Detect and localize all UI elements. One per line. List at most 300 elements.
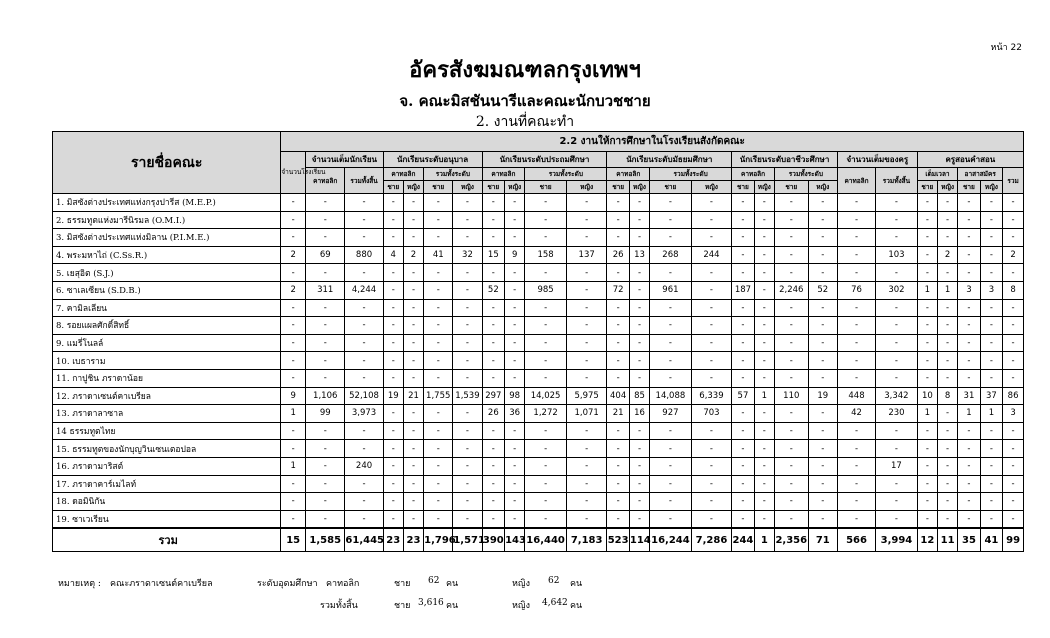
- table-cell: -: [917, 246, 937, 264]
- table-cell: -: [876, 334, 918, 352]
- table-cell: -: [917, 493, 937, 511]
- table-cell: -: [958, 440, 980, 458]
- table-cell: -: [876, 369, 918, 387]
- table-cell: 86: [1003, 387, 1024, 405]
- table-cell: -: [566, 510, 606, 528]
- table-cell: -: [937, 229, 957, 247]
- table-cell: -: [629, 211, 649, 229]
- table-cell: 103: [876, 246, 918, 264]
- table-cell: -: [808, 422, 837, 440]
- table-cell: -: [837, 299, 875, 317]
- table-cell: -: [650, 229, 692, 247]
- table-cell: -: [629, 475, 649, 493]
- fs-catholic-header: คาทอลิก: [306, 168, 345, 194]
- table-cell: -: [306, 475, 345, 493]
- table-cell: -: [937, 194, 957, 212]
- table-cell: 99: [306, 405, 345, 423]
- table-cell: -: [424, 457, 453, 475]
- table-cell: -: [808, 510, 837, 528]
- table-cell: -: [607, 422, 629, 440]
- table-cell: -: [424, 405, 453, 423]
- table-cell: -: [917, 299, 937, 317]
- table-cell: -: [691, 510, 731, 528]
- table-cell: -: [808, 194, 837, 212]
- table-cell: -: [505, 211, 525, 229]
- table-cell: -: [607, 229, 629, 247]
- table-cell: -: [774, 264, 808, 282]
- table-cell: 36: [505, 405, 525, 423]
- table-cell: -: [306, 264, 345, 282]
- table-cell: -: [937, 317, 957, 335]
- table-cell: -: [958, 493, 980, 511]
- note-unit2: คน: [570, 579, 583, 589]
- table-cell: 2: [1003, 246, 1024, 264]
- table-cell: -: [958, 246, 980, 264]
- table-cell: -: [732, 440, 754, 458]
- table-cell: -: [566, 194, 606, 212]
- table-cell: -: [306, 369, 345, 387]
- total-cell: 523: [607, 528, 629, 552]
- table-cell: -: [453, 493, 482, 511]
- full-students-header: จำนวนเต็มนักเรียน: [306, 152, 384, 168]
- table-cell: -: [607, 317, 629, 335]
- table-cell: 37: [980, 387, 1002, 405]
- table-cell: -: [650, 475, 692, 493]
- sex-female-header: หญิง: [629, 181, 649, 194]
- table-cell: -: [525, 194, 567, 212]
- table-cell: -: [876, 510, 918, 528]
- table-cell: -: [453, 264, 482, 282]
- table-cell: -: [345, 440, 383, 458]
- table-cell: -: [980, 317, 1002, 335]
- sex-male-header: ชาย: [774, 181, 808, 194]
- table-cell: -: [754, 440, 774, 458]
- table-cell: -: [629, 317, 649, 335]
- table-row: [53, 211, 1024, 229]
- table-cell: -: [424, 299, 453, 317]
- table-cell: -: [691, 299, 731, 317]
- table-cell: -: [808, 229, 837, 247]
- total-cell: 7,286: [691, 528, 731, 552]
- section-title: 2. งานที่คณะทำ: [475, 114, 575, 130]
- table-cell: -: [958, 352, 980, 370]
- table-cell: -: [403, 422, 423, 440]
- table-cell: -: [980, 493, 1002, 511]
- table-cell: 1,755: [424, 387, 453, 405]
- table-cell: 3: [1003, 405, 1024, 423]
- kindergarten-header: นักเรียนระดับอนุบาล: [383, 152, 482, 168]
- table-cell: -: [424, 317, 453, 335]
- table-cell: -: [937, 475, 957, 493]
- table-cell: -: [837, 264, 875, 282]
- table-cell: -: [629, 194, 649, 212]
- table-cell: -: [482, 510, 504, 528]
- c-volunteer-header: อาสาสมัคร: [958, 168, 1003, 181]
- table-cell: -: [383, 440, 403, 458]
- table-cell: -: [345, 194, 383, 212]
- table-cell: -: [383, 229, 403, 247]
- table-row: [53, 229, 1024, 247]
- table-cell: -: [525, 334, 567, 352]
- name-column-header: รายชื่อคณะ: [53, 132, 281, 194]
- table-cell: -: [980, 475, 1002, 493]
- table-cell: -: [383, 352, 403, 370]
- note-male1-num: 62: [428, 576, 440, 586]
- group-header: 2.2 งานให้การศึกษาในโรงเรียนสังกัดคณะ: [281, 132, 1024, 152]
- note-male1: ชาย: [394, 579, 411, 589]
- table-cell: -: [917, 510, 937, 528]
- table-cell: -: [505, 457, 525, 475]
- table-cell: 42: [837, 405, 875, 423]
- table-cell: -: [917, 369, 937, 387]
- table-cell: -: [937, 211, 957, 229]
- table-cell: -: [876, 194, 918, 212]
- table-cell: 10: [917, 387, 937, 405]
- note-unit3: คน: [446, 601, 459, 611]
- total-cell: 114: [629, 528, 649, 552]
- table-cell: -: [808, 405, 837, 423]
- table-cell: -: [403, 510, 423, 528]
- s-total-header: รวมทั้งระดับ: [650, 168, 732, 181]
- sex-male-header: ชาย: [525, 181, 567, 194]
- table-cell: -: [453, 475, 482, 493]
- table-cell: -: [837, 422, 875, 440]
- table-cell: -: [732, 264, 754, 282]
- table-cell: -: [525, 264, 567, 282]
- table-cell: -: [837, 475, 875, 493]
- table-cell: -: [281, 440, 306, 458]
- table-cell: 3,973: [345, 405, 383, 423]
- table-cell: -: [453, 229, 482, 247]
- table-cell: -: [917, 352, 937, 370]
- table-cell: -: [1003, 334, 1024, 352]
- total-cell: 35: [958, 528, 980, 552]
- table-cell: -: [424, 229, 453, 247]
- table-cell: -: [403, 229, 423, 247]
- total-label: รวม: [53, 528, 281, 552]
- table-cell: -: [774, 194, 808, 212]
- table-cell: -: [917, 422, 937, 440]
- table-cell: -: [383, 281, 403, 299]
- table-cell: -: [505, 493, 525, 511]
- table-cell: -: [650, 440, 692, 458]
- table-cell: 985: [525, 281, 567, 299]
- table-cell: 5,975: [566, 387, 606, 405]
- sex-female-header: หญิง: [403, 181, 423, 194]
- table-cell: 8: [1003, 281, 1024, 299]
- table-cell: -: [281, 211, 306, 229]
- table-cell: -: [650, 352, 692, 370]
- secondary-header: นักเรียนระดับมัธยมศึกษา: [607, 152, 732, 168]
- table-cell: 21: [403, 387, 423, 405]
- table-cell: -: [754, 352, 774, 370]
- table-cell: -: [345, 369, 383, 387]
- table-cell: -: [525, 369, 567, 387]
- table-cell: -: [691, 194, 731, 212]
- table-row: [53, 246, 1024, 264]
- row-name: 9. แมรี่โนลล์: [53, 334, 281, 352]
- table-cell: -: [650, 299, 692, 317]
- table-cell: -: [937, 510, 957, 528]
- t-catholic-header: คาทอลิก: [837, 168, 875, 194]
- sex-female-header: หญิง: [808, 181, 837, 194]
- table-cell: -: [629, 299, 649, 317]
- table-row: [53, 369, 1024, 387]
- table-cell: -: [566, 457, 606, 475]
- table-cell: -: [732, 299, 754, 317]
- table-cell: 268: [650, 246, 692, 264]
- table-cell: 244: [691, 246, 731, 264]
- table-cell: -: [566, 317, 606, 335]
- table-cell: -: [754, 510, 774, 528]
- table-cell: -: [345, 211, 383, 229]
- sex-female-header: หญิง: [505, 181, 525, 194]
- table-row: [53, 352, 1024, 370]
- table-cell: -: [774, 422, 808, 440]
- table-cell: -: [453, 369, 482, 387]
- table-cell: 85: [629, 387, 649, 405]
- table-cell: -: [566, 493, 606, 511]
- total-cell: 16,244: [650, 528, 692, 552]
- table-cell: -: [306, 493, 345, 511]
- table-cell: 1,539: [453, 387, 482, 405]
- table-cell: -: [505, 229, 525, 247]
- table-cell: -: [345, 334, 383, 352]
- total-cell: 1,571: [453, 528, 482, 552]
- table-cell: -: [808, 475, 837, 493]
- sex-male-header: ชาย: [732, 181, 754, 194]
- table-cell: -: [566, 211, 606, 229]
- table-cell: 52: [808, 281, 837, 299]
- table-cell: -: [980, 369, 1002, 387]
- page-title: อัครสังฆมณฑลกรุงเทพฯ: [409, 57, 641, 83]
- table-cell: -: [306, 211, 345, 229]
- table-cell: -: [482, 493, 504, 511]
- table-cell: -: [403, 211, 423, 229]
- table-cell: -: [732, 510, 754, 528]
- table-cell: -: [482, 264, 504, 282]
- table-cell: -: [732, 457, 754, 475]
- table-cell: -: [505, 334, 525, 352]
- table-cell: 69: [306, 246, 345, 264]
- row-name: 5. เยสุอิต (S.J.): [53, 264, 281, 282]
- table-cell: -: [345, 422, 383, 440]
- table-cell: -: [754, 457, 774, 475]
- table-cell: -: [774, 211, 808, 229]
- row-name: 6. ซาเลเซียน (S.D.B.): [53, 281, 281, 299]
- table-cell: -: [1003, 194, 1024, 212]
- table-cell: 1,071: [566, 405, 606, 423]
- table-row: [53, 510, 1024, 528]
- table-cell: -: [629, 493, 649, 511]
- table-cell: -: [1003, 440, 1024, 458]
- table-cell: -: [424, 334, 453, 352]
- table-cell: -: [453, 299, 482, 317]
- sex-male-header: ชาย: [383, 181, 403, 194]
- table-cell: -: [453, 281, 482, 299]
- table-cell: -: [566, 369, 606, 387]
- table-cell: -: [482, 440, 504, 458]
- table-cell: -: [732, 334, 754, 352]
- table-cell: -: [917, 475, 937, 493]
- table-cell: -: [980, 352, 1002, 370]
- table-cell: -: [482, 422, 504, 440]
- table-cell: -: [876, 229, 918, 247]
- table-cell: -: [650, 369, 692, 387]
- total-cell: 390: [482, 528, 504, 552]
- table-cell: 9: [281, 387, 306, 405]
- table-cell: -: [525, 422, 567, 440]
- table-cell: -: [1003, 211, 1024, 229]
- sex-male-header: ชาย: [424, 181, 453, 194]
- table-cell: -: [281, 194, 306, 212]
- table-cell: -: [607, 334, 629, 352]
- table-cell: -: [917, 440, 937, 458]
- v-catholic-header: คาทอลิก: [732, 168, 775, 181]
- table-cell: -: [607, 352, 629, 370]
- table-cell: 1: [917, 405, 937, 423]
- table-cell: -: [281, 317, 306, 335]
- total-cell: 1,585: [306, 528, 345, 552]
- table-cell: -: [958, 422, 980, 440]
- table-cell: -: [424, 510, 453, 528]
- table-cell: -: [453, 440, 482, 458]
- table-cell: -: [525, 440, 567, 458]
- table-cell: -: [306, 299, 345, 317]
- row-name: 19. ซาเวเรียน: [53, 510, 281, 528]
- table-cell: -: [980, 457, 1002, 475]
- table-cell: 703: [691, 405, 731, 423]
- table-cell: -: [650, 264, 692, 282]
- table-cell: -: [482, 334, 504, 352]
- table-cell: 1: [281, 457, 306, 475]
- table-cell: -: [732, 352, 754, 370]
- sex-male-header: ชาย: [650, 181, 692, 194]
- table-cell: 1: [281, 405, 306, 423]
- table-cell: -: [917, 194, 937, 212]
- note-total-label: รวมทั้งสิ้น: [320, 601, 358, 611]
- table-cell: -: [453, 194, 482, 212]
- table-cell: -: [482, 369, 504, 387]
- table-cell: -: [403, 264, 423, 282]
- table-cell: -: [424, 352, 453, 370]
- row-name: 16. ภราดามาริสต์: [53, 457, 281, 475]
- table-cell: -: [754, 281, 774, 299]
- table-cell: -: [937, 440, 957, 458]
- table-row: [53, 493, 1024, 511]
- table-cell: 137: [566, 246, 606, 264]
- table-cell: -: [937, 264, 957, 282]
- sex-female-header: หญิง: [754, 181, 774, 194]
- table-cell: -: [650, 211, 692, 229]
- table-cell: 2,246: [774, 281, 808, 299]
- table-cell: -: [453, 405, 482, 423]
- table-cell: -: [774, 475, 808, 493]
- table-cell: -: [306, 457, 345, 475]
- table-cell: -: [808, 264, 837, 282]
- c-fulltime-header: เต็มเวลา: [917, 168, 957, 181]
- table-cell: -: [691, 264, 731, 282]
- note-female1-num: 62: [548, 576, 560, 586]
- row-name: 7. คามิลเลียน: [53, 299, 281, 317]
- table-cell: 1: [937, 281, 957, 299]
- total-cell: 41: [980, 528, 1002, 552]
- table-cell: -: [691, 422, 731, 440]
- total-cell: 566: [837, 528, 875, 552]
- total-cell: 1,796: [424, 528, 453, 552]
- page-number: หน้า 22: [990, 43, 1022, 53]
- table-cell: -: [482, 352, 504, 370]
- table-cell: -: [383, 475, 403, 493]
- table-row: [53, 317, 1024, 335]
- total-cell: 23: [383, 528, 403, 552]
- table-cell: -: [808, 211, 837, 229]
- table-cell: -: [482, 211, 504, 229]
- table-cell: -: [383, 493, 403, 511]
- table-cell: -: [505, 369, 525, 387]
- table-cell: -: [774, 440, 808, 458]
- table-body: [53, 194, 1024, 552]
- table-cell: -: [607, 475, 629, 493]
- row-name: 3. มิสซังต่างประเทศแห่งมิลาน (P.I.M.E.): [53, 229, 281, 247]
- table-cell: -: [937, 369, 957, 387]
- table-cell: -: [607, 510, 629, 528]
- table-cell: -: [958, 194, 980, 212]
- table-cell: -: [383, 211, 403, 229]
- row-name: 12. ภราดาเซนต์คาเบรียล: [53, 387, 281, 405]
- table-cell: -: [876, 422, 918, 440]
- table-cell: -: [837, 369, 875, 387]
- table-cell: -: [1003, 493, 1024, 511]
- table-cell: -: [424, 369, 453, 387]
- table-cell: -: [629, 510, 649, 528]
- table-cell: 230: [876, 405, 918, 423]
- table-cell: -: [958, 229, 980, 247]
- sex-male-header: ชาย: [958, 181, 980, 194]
- sex-female-header: หญิง: [566, 181, 606, 194]
- table-cell: -: [607, 440, 629, 458]
- row-name: 15. ธรรมทูตของนักบุญวินเซนเตอปอล: [53, 440, 281, 458]
- table-cell: -: [345, 493, 383, 511]
- table-cell: 1: [917, 281, 937, 299]
- table-cell: 110: [774, 387, 808, 405]
- table-cell: -: [808, 440, 837, 458]
- table-cell: 14,025: [525, 387, 567, 405]
- table-cell: 880: [345, 246, 383, 264]
- table-cell: -: [505, 194, 525, 212]
- table-cell: -: [505, 317, 525, 335]
- table-cell: -: [958, 334, 980, 352]
- row-name: 18. ดอมินิกัน: [53, 493, 281, 511]
- table-cell: -: [306, 352, 345, 370]
- table-cell: 4: [383, 246, 403, 264]
- table-cell: -: [650, 510, 692, 528]
- table-cell: -: [837, 493, 875, 511]
- table-cell: -: [345, 317, 383, 335]
- table-cell: -: [691, 493, 731, 511]
- table-cell: -: [754, 493, 774, 511]
- table-cell: -: [774, 299, 808, 317]
- table-cell: -: [876, 440, 918, 458]
- table-cell: -: [607, 369, 629, 387]
- table-cell: -: [980, 194, 1002, 212]
- catechist-header: ครูสอนคำสอน: [917, 152, 1023, 168]
- table-cell: -: [345, 475, 383, 493]
- table-cell: -: [383, 457, 403, 475]
- table-cell: -: [629, 281, 649, 299]
- table-cell: -: [980, 246, 1002, 264]
- table-cell: -: [403, 334, 423, 352]
